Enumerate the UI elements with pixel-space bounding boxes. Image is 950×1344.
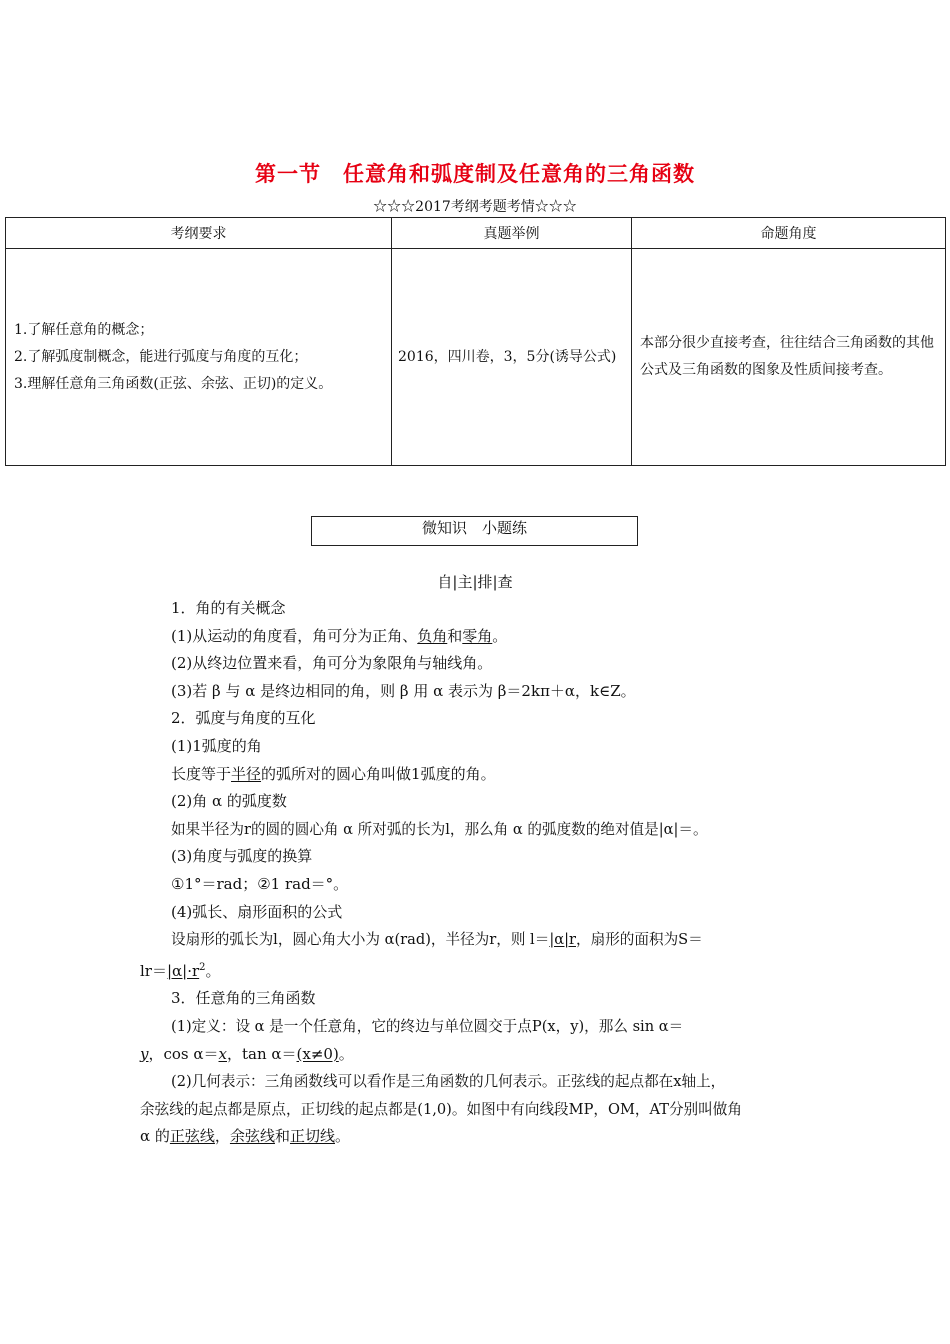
paragraph: (1)定义：设 α 是一个任意角，它的终边与单位圆交于点P(x，y)，那么 sin α＝ [171, 1017, 684, 1035]
paragraph: (3)角度与弧度的换算 [171, 847, 313, 866]
section-box-title: 微知识 小题练 [311, 516, 638, 546]
table-header-row [6, 218, 946, 249]
exam-requirements-table [5, 217, 946, 466]
requirement-item: 2.了解弧度制概念，能进行弧度与角度的互化； [14, 348, 308, 365]
heading-3: 3．任意角的三角函数 [171, 989, 316, 1008]
paragraph: $lr=|\alpha|\cdot r^2$。 [140, 961, 221, 980]
paragraph: (4)弧长、扇形面积的公式 [171, 902, 343, 921]
paragraph: (3)若 β 与 α 是终边相同的角，则 β 用 α 表示为 β＝2kπ＋α，k∈Z。 [171, 681, 636, 700]
paragraph: α 的正弦线，余弦线和正切线。 [140, 1127, 350, 1146]
paragraph: 余弦线的起点都是原点，正切线的起点都是(1,0)。如图中有向线段MP，OM，AT分别叫做角 [140, 1100, 742, 1118]
table-header-cell: 命题角度 [632, 218, 946, 249]
page-subtitle: ☆☆☆2017考纲考题考情☆☆☆ [373, 199, 577, 215]
table-header-cell: 考纲要求 [6, 218, 392, 249]
paragraph: y，cos α＝x，tan α＝(x≠0)。 [140, 1044, 354, 1063]
heading-2: 2．弧度与角度的互化 [171, 709, 316, 728]
requirements-cell [6, 249, 392, 466]
paragraph: ①1°＝rad；②1 rad＝°。 [171, 874, 349, 893]
paragraph: (1)1弧度的角 [171, 736, 262, 755]
heading-1: 1．角的有关概念 [171, 599, 286, 617]
paragraph: (2)几何表示：三角函数线可以看作是三角函数的几何表示。正弦线的起点都在x轴上， [171, 1073, 726, 1091]
content-body [140, 595, 816, 1151]
requirement-item: 1.了解任意角的概念； [14, 321, 154, 338]
paragraph: (2)角 α 的弧度数 [171, 792, 287, 811]
exam-angle-cell: 本部分很少直接考查，往往结合三角函数的其他公式及三角函数的图象及性质间接考查。 [632, 249, 946, 466]
paragraph: 设扇形的弧长为l，圆心角大小为 α(rad)，半径为r，则 l＝|α|r，扇形的面积为S＝ [171, 931, 703, 949]
paragraph: (1)从运动的角度看，角可分为正角、负角和零角。 [171, 626, 508, 645]
paragraph: (2)从终边位置来看，角可分为象限角与轴线角。 [171, 654, 493, 673]
section-header: 自|主|排|查 [437, 573, 513, 591]
page-title: 第一节 任意角和弧度制及任意角的三角函数 [255, 162, 695, 186]
requirement-item: 3.理解任意角三角函数(正弦、余弦、正切)的定义。 [14, 375, 333, 392]
table-row [6, 249, 946, 466]
paragraph: 如果半径为r的圆的圆心角 α 所对弧的长为l，那么角 α 的弧度数的绝对值是|α|＝。 [171, 820, 708, 838]
paragraph: 长度等于半径的弧所对的圆心角叫做1弧度的角。 [171, 764, 496, 783]
exam-example-cell: 2016，四川卷，3，5分(诱导公式) [392, 249, 632, 466]
table-header-cell: 真题举例 [392, 218, 632, 249]
